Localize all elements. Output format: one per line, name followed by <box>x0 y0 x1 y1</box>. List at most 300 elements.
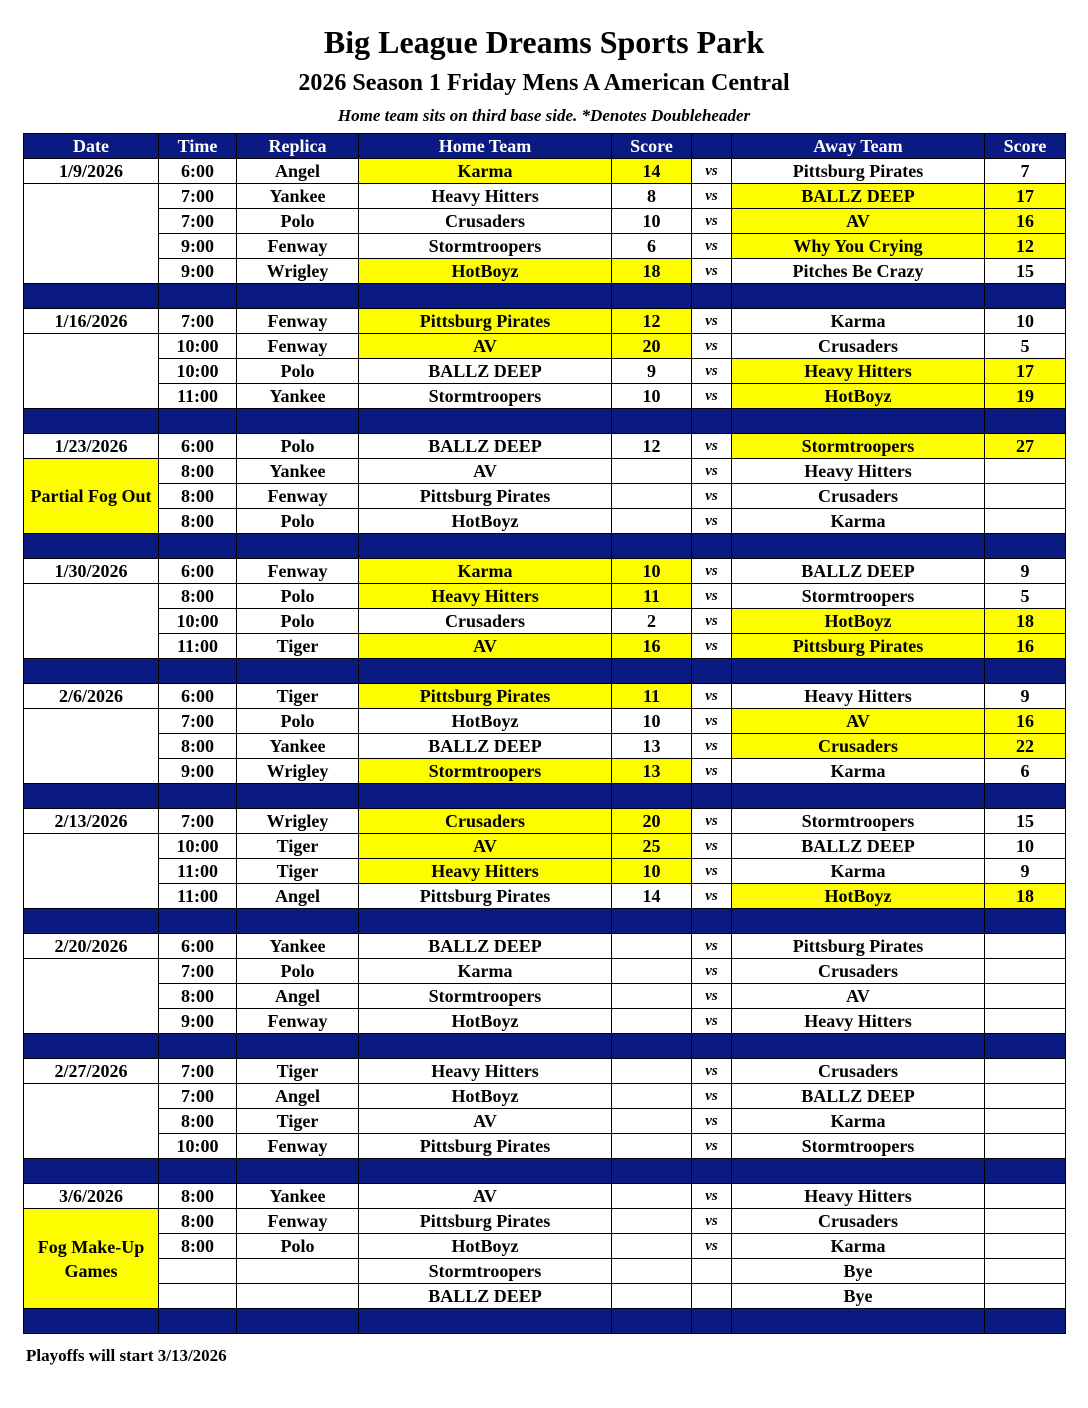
table-row <box>24 459 1066 484</box>
replica-field-cell: Fenway <box>237 234 359 259</box>
separator-cell <box>24 659 159 684</box>
week-separator <box>24 1159 1066 1184</box>
vs-cell: vs <box>692 959 732 984</box>
away-score-cell: 9 <box>985 859 1066 884</box>
time-cell: 8:00 <box>159 1184 237 1209</box>
vs-cell: vs <box>692 459 732 484</box>
week-separator <box>24 409 1066 434</box>
away-team-cell: BALLZ DEEP <box>732 834 985 859</box>
home-team-cell: BALLZ DEEP <box>359 434 612 459</box>
column-header-home-score: Score <box>612 134 692 159</box>
date-cell-empty <box>24 1009 159 1034</box>
home-score-cell: 20 <box>612 334 692 359</box>
page-subtitle: 2026 Season 1 Friday Mens A American Central <box>298 70 790 96</box>
separator-cell <box>359 284 612 309</box>
away-team-cell: HotBoyz <box>732 609 985 634</box>
away-team-cell: Stormtroopers <box>732 1134 985 1159</box>
separator-cell <box>692 1309 732 1334</box>
vs-cell: vs <box>692 834 732 859</box>
away-score-cell <box>985 1059 1066 1084</box>
home-team-cell: Heavy Hitters <box>359 859 612 884</box>
separator-cell <box>24 409 159 434</box>
date-cell-empty <box>24 359 159 384</box>
away-score-cell <box>985 1259 1066 1284</box>
time-cell: 8:00 <box>159 1109 237 1134</box>
home-score-cell: 16 <box>612 634 692 659</box>
date-cell-empty <box>24 259 159 284</box>
vs-cell: vs <box>692 1209 732 1234</box>
table-row <box>24 1259 1066 1284</box>
away-team-cell: Karma <box>732 509 985 534</box>
separator-cell <box>159 284 237 309</box>
replica-field-cell: Tiger <box>237 834 359 859</box>
replica-field-cell: Wrigley <box>237 809 359 834</box>
replica-field-cell: Tiger <box>237 1059 359 1084</box>
away-score-cell: 10 <box>985 834 1066 859</box>
separator-cell <box>692 909 732 934</box>
vs-cell: vs <box>692 1084 732 1109</box>
away-team-cell: Crusaders <box>732 484 985 509</box>
home-score-cell <box>612 1059 692 1084</box>
separator-cell <box>985 409 1066 434</box>
separator-cell <box>985 784 1066 809</box>
away-score-cell <box>985 934 1066 959</box>
home-score-cell <box>612 984 692 1009</box>
time-cell: 8:00 <box>159 984 237 1009</box>
replica-field-cell: Angel <box>237 884 359 909</box>
table-row <box>24 1059 1066 1084</box>
home-score-cell: 13 <box>612 734 692 759</box>
home-score-cell <box>612 959 692 984</box>
table-row <box>24 934 1066 959</box>
vs-cell: vs <box>692 584 732 609</box>
home-team-cell: Karma <box>359 559 612 584</box>
time-cell: 11:00 <box>159 384 237 409</box>
date-cell-empty <box>24 1084 159 1109</box>
home-team-cell: HotBoyz <box>359 509 612 534</box>
away-score-cell: 10 <box>985 309 1066 334</box>
home-team-cell: HotBoyz <box>359 259 612 284</box>
home-team-cell: Heavy Hitters <box>359 584 612 609</box>
away-score-cell: 16 <box>985 709 1066 734</box>
separator-cell <box>985 534 1066 559</box>
separator-cell <box>237 1034 359 1059</box>
away-score-cell: 22 <box>985 734 1066 759</box>
table-row <box>24 884 1066 909</box>
vs-cell: vs <box>692 484 732 509</box>
home-score-cell <box>612 1284 692 1309</box>
separator-cell <box>159 909 237 934</box>
separator-cell <box>159 409 237 434</box>
date-cell-empty <box>24 384 159 409</box>
time-cell: 8:00 <box>159 584 237 609</box>
table-row <box>24 609 1066 634</box>
separator-cell <box>359 1034 612 1059</box>
home-team-cell: Stormtroopers <box>359 759 612 784</box>
vs-cell: vs <box>692 209 732 234</box>
home-team-cell: AV <box>359 334 612 359</box>
table-row <box>24 559 1066 584</box>
table-row <box>24 209 1066 234</box>
table-row <box>24 959 1066 984</box>
away-team-cell: Heavy Hitters <box>732 359 985 384</box>
away-score-cell: 6 <box>985 759 1066 784</box>
separator-cell <box>612 284 692 309</box>
table-row <box>24 159 1066 184</box>
time-cell: 8:00 <box>159 459 237 484</box>
time-cell <box>159 1259 237 1284</box>
away-score-cell <box>985 1184 1066 1209</box>
vs-cell: vs <box>692 809 732 834</box>
away-score-cell <box>985 1009 1066 1034</box>
vs-cell: vs <box>692 884 732 909</box>
home-score-cell <box>612 934 692 959</box>
away-score-cell: 15 <box>985 809 1066 834</box>
away-team-cell: BALLZ DEEP <box>732 1084 985 1109</box>
home-team-cell: HotBoyz <box>359 1084 612 1109</box>
table-row <box>24 184 1066 209</box>
replica-field-cell: Yankee <box>237 1184 359 1209</box>
home-score-cell: 11 <box>612 684 692 709</box>
home-score-cell <box>612 1109 692 1134</box>
vs-cell: vs <box>692 1234 732 1259</box>
table-row <box>24 509 1066 534</box>
away-team-cell: Heavy Hitters <box>732 684 985 709</box>
home-team-cell: AV <box>359 1184 612 1209</box>
away-score-cell <box>985 509 1066 534</box>
replica-field-cell: Fenway <box>237 1209 359 1234</box>
column-header-vs <box>692 134 732 159</box>
vs-cell: vs <box>692 1009 732 1034</box>
separator-cell <box>612 1309 692 1334</box>
week-note: Partial Fog Out <box>24 459 159 534</box>
separator-cell <box>159 1309 237 1334</box>
schedule-table <box>23 133 1066 1334</box>
away-team-cell: HotBoyz <box>732 384 985 409</box>
separator-cell <box>359 1309 612 1334</box>
date-cell-empty <box>24 334 159 359</box>
replica-field-cell <box>237 1284 359 1309</box>
separator-cell <box>24 534 159 559</box>
replica-field-cell: Wrigley <box>237 759 359 784</box>
time-cell: 11:00 <box>159 884 237 909</box>
replica-field-cell: Angel <box>237 159 359 184</box>
away-team-cell: Bye <box>732 1284 985 1309</box>
date-cell-empty <box>24 1109 159 1134</box>
week-separator <box>24 659 1066 684</box>
separator-cell <box>359 409 612 434</box>
vs-cell: vs <box>692 184 732 209</box>
home-team-cell: BALLZ DEEP <box>359 734 612 759</box>
away-team-cell: Heavy Hitters <box>732 459 985 484</box>
home-score-cell <box>612 459 692 484</box>
home-score-cell: 6 <box>612 234 692 259</box>
separator-cell <box>159 1034 237 1059</box>
separator-cell <box>359 534 612 559</box>
week-separator <box>24 1034 1066 1059</box>
table-row <box>24 1084 1066 1109</box>
date-cell-empty <box>24 584 159 609</box>
home-score-cell <box>612 1234 692 1259</box>
time-cell: 7:00 <box>159 809 237 834</box>
away-team-cell: AV <box>732 209 985 234</box>
time-cell: 6:00 <box>159 434 237 459</box>
home-score-cell: 10 <box>612 709 692 734</box>
vs-cell: vs <box>692 1184 732 1209</box>
table-row <box>24 259 1066 284</box>
time-cell: 7:00 <box>159 209 237 234</box>
replica-field-cell: Yankee <box>237 184 359 209</box>
time-cell: 7:00 <box>159 709 237 734</box>
column-header-date: Date <box>24 134 159 159</box>
table-row <box>24 1234 1066 1259</box>
date-cell: 2/6/2026 <box>24 684 159 709</box>
away-score-cell: 19 <box>985 384 1066 409</box>
replica-field-cell <box>237 1259 359 1284</box>
vs-cell: vs <box>692 434 732 459</box>
date-cell-empty <box>24 1134 159 1159</box>
time-cell: 9:00 <box>159 759 237 784</box>
away-score-cell: 15 <box>985 259 1066 284</box>
table-row <box>24 1134 1066 1159</box>
vs-cell: vs <box>692 1109 732 1134</box>
date-cell-empty <box>24 959 159 984</box>
home-team-cell: Pittsburg Pirates <box>359 1209 612 1234</box>
away-score-cell: 7 <box>985 159 1066 184</box>
time-cell: 10:00 <box>159 334 237 359</box>
separator-cell <box>24 909 159 934</box>
date-cell-empty <box>24 609 159 634</box>
time-cell: 11:00 <box>159 859 237 884</box>
header-row <box>24 134 1066 159</box>
separator-cell <box>692 659 732 684</box>
time-cell: 6:00 <box>159 684 237 709</box>
time-cell: 8:00 <box>159 509 237 534</box>
away-team-cell: Pittsburg Pirates <box>732 934 985 959</box>
separator-cell <box>612 909 692 934</box>
replica-field-cell: Polo <box>237 709 359 734</box>
separator-cell <box>612 784 692 809</box>
away-score-cell: 17 <box>985 184 1066 209</box>
date-cell: 2/13/2026 <box>24 809 159 834</box>
time-cell: 8:00 <box>159 1209 237 1234</box>
away-team-cell: AV <box>732 984 985 1009</box>
replica-field-cell: Tiger <box>237 634 359 659</box>
date-cell: 3/6/2026 <box>24 1184 159 1209</box>
table-row <box>24 234 1066 259</box>
away-score-cell: 27 <box>985 434 1066 459</box>
vs-cell: vs <box>692 759 732 784</box>
home-team-cell: HotBoyz <box>359 1009 612 1034</box>
separator-cell <box>237 784 359 809</box>
separator-cell <box>985 1034 1066 1059</box>
table-row <box>24 809 1066 834</box>
playoffs-note: Playoffs will start 3/13/2026 <box>26 1346 227 1365</box>
replica-field-cell: Tiger <box>237 859 359 884</box>
away-score-cell <box>985 984 1066 1009</box>
date-cell-empty <box>24 884 159 909</box>
vs-cell: vs <box>692 259 732 284</box>
home-team-cell: AV <box>359 834 612 859</box>
vs-cell: vs <box>692 734 732 759</box>
away-team-cell: Crusaders <box>732 734 985 759</box>
home-score-cell <box>612 1209 692 1234</box>
page-note: Home team sits on third base side. *Denotes Doubleheader <box>337 106 751 125</box>
separator-cell <box>692 1159 732 1184</box>
time-cell: 6:00 <box>159 934 237 959</box>
away-team-cell: Heavy Hitters <box>732 1009 985 1034</box>
week-separator <box>24 909 1066 934</box>
date-cell-empty <box>24 734 159 759</box>
vs-cell: vs <box>692 634 732 659</box>
vs-cell: vs <box>692 309 732 334</box>
replica-field-cell: Yankee <box>237 459 359 484</box>
column-header-replica: Replica <box>237 134 359 159</box>
vs-cell: vs <box>692 1059 732 1084</box>
date-cell-empty <box>24 634 159 659</box>
home-team-cell: Pittsburg Pirates <box>359 484 612 509</box>
date-cell: 1/16/2026 <box>24 309 159 334</box>
away-team-cell: Pittsburg Pirates <box>732 634 985 659</box>
home-team-cell: BALLZ DEEP <box>359 1284 612 1309</box>
vs-cell: vs <box>692 384 732 409</box>
away-score-cell <box>985 959 1066 984</box>
time-cell: 10:00 <box>159 359 237 384</box>
table-row <box>24 584 1066 609</box>
separator-cell <box>692 284 732 309</box>
table-row <box>24 434 1066 459</box>
away-score-cell <box>985 1134 1066 1159</box>
date-cell: 2/27/2026 <box>24 1059 159 1084</box>
away-team-cell: Karma <box>732 859 985 884</box>
separator-cell <box>985 1159 1066 1184</box>
time-cell: 6:00 <box>159 159 237 184</box>
home-team-cell: Stormtroopers <box>359 1259 612 1284</box>
week-note: Fog Make-Up Games <box>24 1209 159 1309</box>
table-row <box>24 384 1066 409</box>
home-team-cell: BALLZ DEEP <box>359 934 612 959</box>
column-header-time: Time <box>159 134 237 159</box>
time-cell: 9:00 <box>159 259 237 284</box>
away-score-cell: 9 <box>985 684 1066 709</box>
time-cell: 6:00 <box>159 559 237 584</box>
home-score-cell: 12 <box>612 309 692 334</box>
away-score-cell <box>985 1084 1066 1109</box>
separator-cell <box>732 909 985 934</box>
table-row <box>24 984 1066 1009</box>
home-team-cell: Crusaders <box>359 209 612 234</box>
vs-cell: vs <box>692 359 732 384</box>
table-row <box>24 484 1066 509</box>
away-team-cell: Stormtroopers <box>732 434 985 459</box>
time-cell: 7:00 <box>159 309 237 334</box>
separator-cell <box>692 1034 732 1059</box>
home-team-cell: Pittsburg Pirates <box>359 1134 612 1159</box>
home-score-cell: 10 <box>612 859 692 884</box>
home-team-cell: Heavy Hitters <box>359 184 612 209</box>
replica-field-cell: Fenway <box>237 334 359 359</box>
replica-field-cell: Polo <box>237 1234 359 1259</box>
vs-cell: vs <box>692 609 732 634</box>
away-team-cell: Bye <box>732 1259 985 1284</box>
home-score-cell: 25 <box>612 834 692 859</box>
home-score-cell: 9 <box>612 359 692 384</box>
replica-field-cell: Polo <box>237 509 359 534</box>
home-score-cell: 14 <box>612 159 692 184</box>
away-team-cell: Crusaders <box>732 1209 985 1234</box>
replica-field-cell: Fenway <box>237 309 359 334</box>
replica-field-cell: Polo <box>237 584 359 609</box>
home-team-cell: HotBoyz <box>359 1234 612 1259</box>
table-row <box>24 1109 1066 1134</box>
home-team-cell: Pittsburg Pirates <box>359 309 612 334</box>
vs-cell: vs <box>692 234 732 259</box>
time-cell: 9:00 <box>159 1009 237 1034</box>
date-cell-empty <box>24 859 159 884</box>
separator-cell <box>24 784 159 809</box>
column-header-home-team: Home Team <box>359 134 612 159</box>
time-cell: 8:00 <box>159 1234 237 1259</box>
replica-field-cell: Tiger <box>237 684 359 709</box>
replica-field-cell: Fenway <box>237 1134 359 1159</box>
away-score-cell: 12 <box>985 234 1066 259</box>
home-score-cell: 14 <box>612 884 692 909</box>
separator-cell <box>24 1034 159 1059</box>
away-score-cell: 18 <box>985 884 1066 909</box>
home-score-cell <box>612 1084 692 1109</box>
separator-cell <box>692 409 732 434</box>
replica-field-cell: Tiger <box>237 1109 359 1134</box>
away-team-cell: Karma <box>732 759 985 784</box>
date-cell: 1/30/2026 <box>24 559 159 584</box>
time-cell: 7:00 <box>159 959 237 984</box>
separator-cell <box>24 1309 159 1334</box>
away-team-cell: Why You Crying <box>732 234 985 259</box>
home-team-cell: Pittsburg Pirates <box>359 684 612 709</box>
vs-cell: vs <box>692 709 732 734</box>
separator-cell <box>732 1159 985 1184</box>
separator-cell <box>24 284 159 309</box>
separator-cell <box>159 1159 237 1184</box>
home-score-cell: 10 <box>612 559 692 584</box>
separator-cell <box>985 284 1066 309</box>
away-score-cell <box>985 484 1066 509</box>
replica-field-cell: Polo <box>237 959 359 984</box>
away-team-cell: Crusaders <box>732 334 985 359</box>
separator-cell <box>237 659 359 684</box>
home-team-cell: AV <box>359 459 612 484</box>
vs-cell: vs <box>692 984 732 1009</box>
away-team-cell: Pitches Be Crazy <box>732 259 985 284</box>
home-score-cell <box>612 1134 692 1159</box>
replica-field-cell: Fenway <box>237 559 359 584</box>
separator-cell <box>237 409 359 434</box>
column-header-away-team: Away Team <box>732 134 985 159</box>
replica-field-cell: Polo <box>237 434 359 459</box>
replica-field-cell: Wrigley <box>237 259 359 284</box>
separator-cell <box>692 784 732 809</box>
separator-cell <box>732 1034 985 1059</box>
away-score-cell <box>985 1284 1066 1309</box>
vs-cell: vs <box>692 684 732 709</box>
separator-cell <box>612 1159 692 1184</box>
page-title: Big League Dreams Sports Park <box>323 24 765 60</box>
home-score-cell: 20 <box>612 809 692 834</box>
separator-cell <box>359 1159 612 1184</box>
home-score-cell: 13 <box>612 759 692 784</box>
replica-field-cell: Yankee <box>237 734 359 759</box>
away-score-cell: 9 <box>985 559 1066 584</box>
